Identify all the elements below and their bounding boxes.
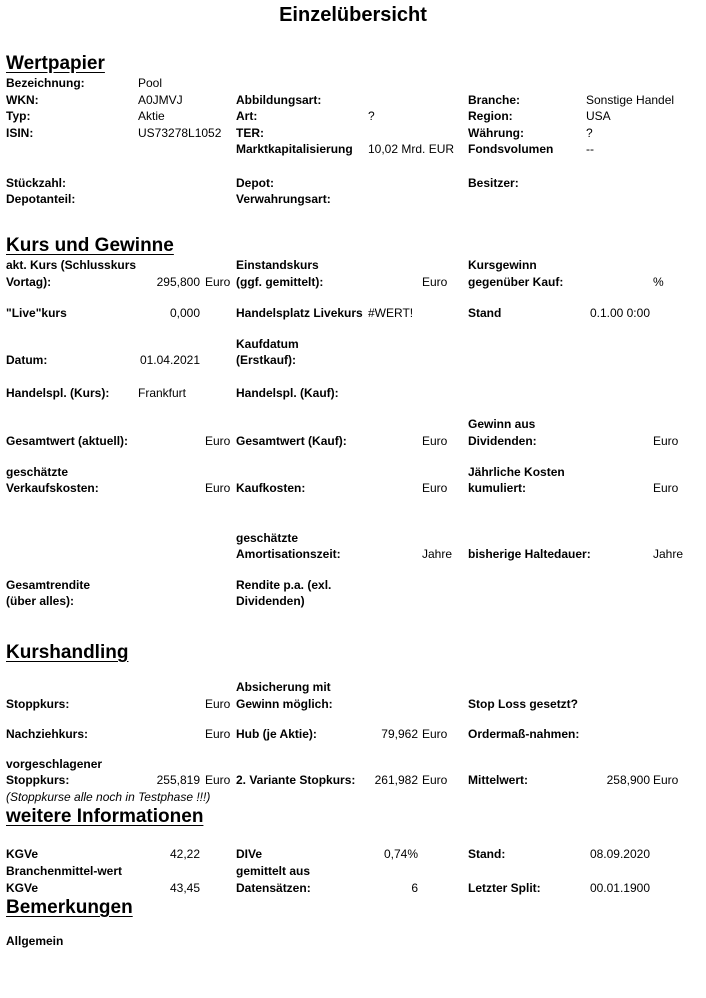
unit-kaufkosten: Euro	[422, 481, 448, 495]
val-isin: US73278L1052	[138, 126, 222, 140]
lbl-gesamtrendite-line2: (über alles):	[6, 594, 75, 608]
lbl-kaufdatum-line2: (Erstkauf):	[236, 353, 297, 367]
unit-dividenden: Euro	[653, 434, 679, 448]
val-branchenmittelwert-kgve: 43,45	[169, 881, 200, 895]
page-title: Einzelübersicht	[279, 4, 427, 26]
val-handelspl-kurs: Frankfurt	[138, 386, 187, 400]
lbl-ordermassnahmen: Ordermaß-nahmen:	[468, 727, 580, 741]
lbl-isin: ISIN:	[6, 126, 34, 140]
sec-kurs-und-gewinne: Kurs und Gewinne	[6, 235, 174, 256]
lbl-kaufdatum-line1: Kaufdatum	[236, 337, 299, 351]
lbl-akt-kurs-line1: akt. Kurs (Schlusskurs	[6, 258, 137, 272]
lbl-depot: Depot:	[236, 176, 274, 190]
lbl-fondsvolumen: Fondsvolumen	[468, 142, 554, 156]
val-bezeichnung: Pool	[138, 76, 163, 90]
unit-haltedauer: Jahre	[653, 547, 684, 561]
val-region: USA	[586, 109, 611, 123]
lbl-gesamtwert-kauf: Gesamtwert (Kauf):	[236, 434, 347, 448]
unit-gesamtwert-kauf: Euro	[422, 434, 448, 448]
lbl-handelspl-kurs: Handelspl. (Kurs):	[6, 386, 110, 400]
lbl-art: Art:	[236, 109, 258, 123]
lbl-letzter-split: Letzter Split:	[468, 881, 541, 895]
lbl-kursgewinn-line2: gegenüber Kauf:	[468, 275, 564, 289]
sec-weitere-informationen: weitere Informationen	[6, 806, 204, 827]
lbl-datum: Datum:	[6, 353, 48, 367]
lbl-livekurs: "Live"kurs	[6, 306, 67, 320]
val-variante-stopkurs: 261,982	[374, 773, 418, 787]
val-akt-kurs: 295,800	[156, 275, 200, 289]
val-letzter-split: 00.01.1900	[589, 881, 650, 895]
unit-nachziehkurs: Euro	[205, 727, 231, 741]
lbl-amortisationszeit-line1: geschätzte	[236, 531, 299, 545]
unit-gesamtwert-aktuell: Euro	[205, 434, 231, 448]
val-datum: 01.04.2021	[139, 353, 200, 367]
unit-stoppkurs: Euro	[205, 697, 231, 711]
lbl-branche: Branche:	[468, 93, 521, 107]
lbl-einstandskurs-line1: Einstandskurs	[236, 258, 319, 272]
val-datensaetzen: 6	[411, 881, 418, 895]
val-dive: 0,74%	[383, 847, 418, 861]
lbl-gewinn-moeglich: Gewinn möglich:	[236, 697, 333, 711]
lbl-vorgeschlagener-stoppkurs-line2: Stoppkurs:	[6, 773, 70, 787]
lbl-marktkapitalisierung: Marktkapitalisierung	[236, 142, 353, 156]
lbl-amortisationszeit-line2: Amortisationszeit:	[236, 547, 341, 561]
lbl-handelspl-kauf: Handelspl. (Kauf):	[236, 386, 339, 400]
lbl-verkaufskosten-line1: geschätzte	[6, 465, 69, 479]
lbl-bezeichnung: Bezeichnung:	[6, 76, 85, 90]
lbl-branchenmittelwert-line1: Branchenmittel-wert	[6, 864, 123, 878]
lbl-rendite-pa-line1: Rendite p.a. (exl.	[236, 578, 332, 592]
lbl-stop-loss-gesetzt: Stop Loss gesetzt?	[468, 697, 579, 711]
lbl-stand: Stand	[468, 306, 502, 320]
lbl-stoppkurs: Stoppkurs:	[6, 697, 70, 711]
unit-verkaufskosten: Euro	[205, 481, 231, 495]
lbl-waehrung: Währung:	[468, 126, 524, 140]
lbl-kgve: KGVe	[6, 847, 39, 861]
lbl-einstandskurs-line2: (ggf. gemittelt):	[236, 275, 324, 289]
lbl-kaufkosten: Kaufkosten:	[236, 481, 306, 495]
val-typ: Aktie	[138, 109, 165, 123]
val-vorgeschlagener-stoppkurs: 255,819	[156, 773, 200, 787]
unit-vorgeschlagener-stoppkurs: Euro	[205, 773, 231, 787]
unit-hub: Euro	[422, 727, 448, 741]
val-stand2: 08.09.2020	[589, 847, 650, 861]
sec-wertpapier: Wertpapier	[6, 53, 105, 74]
val-kgve: 42,22	[169, 847, 200, 861]
unit-einstandskurs: Euro	[422, 275, 448, 289]
lbl-verwahrungsart: Verwahrungsart:	[236, 192, 331, 206]
lbl-stueckzahl: Stückzahl:	[6, 176, 67, 190]
lbl-jaehrliche-kosten-line1: Jährliche Kosten	[468, 465, 565, 479]
lbl-vorgeschlagener-stoppkurs-line1: vorgeschlagener	[6, 757, 103, 771]
lbl-absicherung-line1: Absicherung mit	[236, 680, 331, 694]
lbl-verkaufskosten-line2: Verkaufskosten:	[6, 481, 99, 495]
lbl-stand2: Stand:	[468, 847, 506, 861]
lbl-rendite-pa-line2: Dividenden)	[236, 594, 305, 608]
val-art: ?	[368, 109, 375, 123]
val-mittelwert: 258,900	[606, 773, 650, 787]
lbl-variante-stopkurs: 2. Variante Stopkurs:	[236, 773, 356, 787]
unit-amortisationszeit: Jahre	[422, 547, 453, 561]
lbl-kursgewinn-line1: Kursgewinn	[468, 258, 537, 272]
val-handelsplatz-livekurs: #WERT!	[368, 306, 414, 320]
val-fondsvolumen: --	[586, 142, 594, 156]
unit-akt-kurs: Euro	[205, 275, 231, 289]
lbl-dividenden: Dividenden:	[468, 434, 537, 448]
lbl-dive: DIVe	[236, 847, 263, 861]
lbl-typ: Typ:	[6, 109, 31, 123]
lbl-gesamtrendite-line1: Gesamtrendite	[6, 578, 91, 592]
val-marktkapitalisierung: 10,02 Mrd. EUR	[368, 142, 455, 156]
lbl-mittelwert: Mittelwert:	[468, 773, 528, 787]
lbl-gewinn-aus-line1: Gewinn aus	[468, 417, 536, 431]
sec-bemerkungen: Bemerkungen	[6, 897, 133, 918]
unit-kumuliert: Euro	[653, 481, 679, 495]
lbl-gesamtwert-aktuell: Gesamtwert (aktuell):	[6, 434, 129, 448]
lbl-datensaetzen: Datensätzen:	[236, 881, 311, 895]
val-stand: 0.1.00 0:00	[589, 306, 650, 320]
lbl-akt-kurs-line2: Vortag):	[6, 275, 52, 289]
lbl-besitzer: Besitzer:	[468, 176, 519, 190]
lbl-branchenmittelwert-line2: KGVe	[6, 881, 39, 895]
lbl-allgemein: Allgemein	[6, 934, 64, 948]
lbl-wkn: WKN:	[6, 93, 39, 107]
unit-mittelwert: Euro	[653, 773, 679, 787]
val-waehrung: ?	[586, 126, 593, 140]
lbl-abbildungsart: Abbildungsart:	[236, 93, 322, 107]
unit-variante-stopkurs: Euro	[422, 773, 448, 787]
lbl-hub: Hub (je Aktie):	[236, 727, 317, 741]
lbl-kumuliert: kumuliert:	[468, 481, 527, 495]
lbl-haltedauer: bisherige Haltedauer:	[468, 547, 591, 561]
lbl-depotanteil: Depotanteil:	[6, 192, 76, 206]
sec-kurshandling: Kurshandling	[6, 642, 129, 663]
val-livekurs: 0,000	[169, 306, 200, 320]
lbl-handelsplatz-livekurs: Handelsplatz Livekurs	[236, 306, 363, 320]
lbl-gemittelt-aus-line1: gemittelt aus	[236, 864, 311, 878]
lbl-region: Region:	[468, 109, 513, 123]
lbl-nachziehkurs: Nachziehkurs:	[6, 727, 89, 741]
note-testphase: (Stoppkurse alle noch in Testphase !!!)	[6, 790, 211, 804]
val-wkn: A0JMVJ	[138, 93, 183, 107]
val-branche: Sonstige Handel	[586, 93, 675, 107]
unit-kursgewinn: %	[653, 275, 664, 289]
val-hub: 79,962	[381, 727, 418, 741]
lbl-ter: TER:	[236, 126, 264, 140]
